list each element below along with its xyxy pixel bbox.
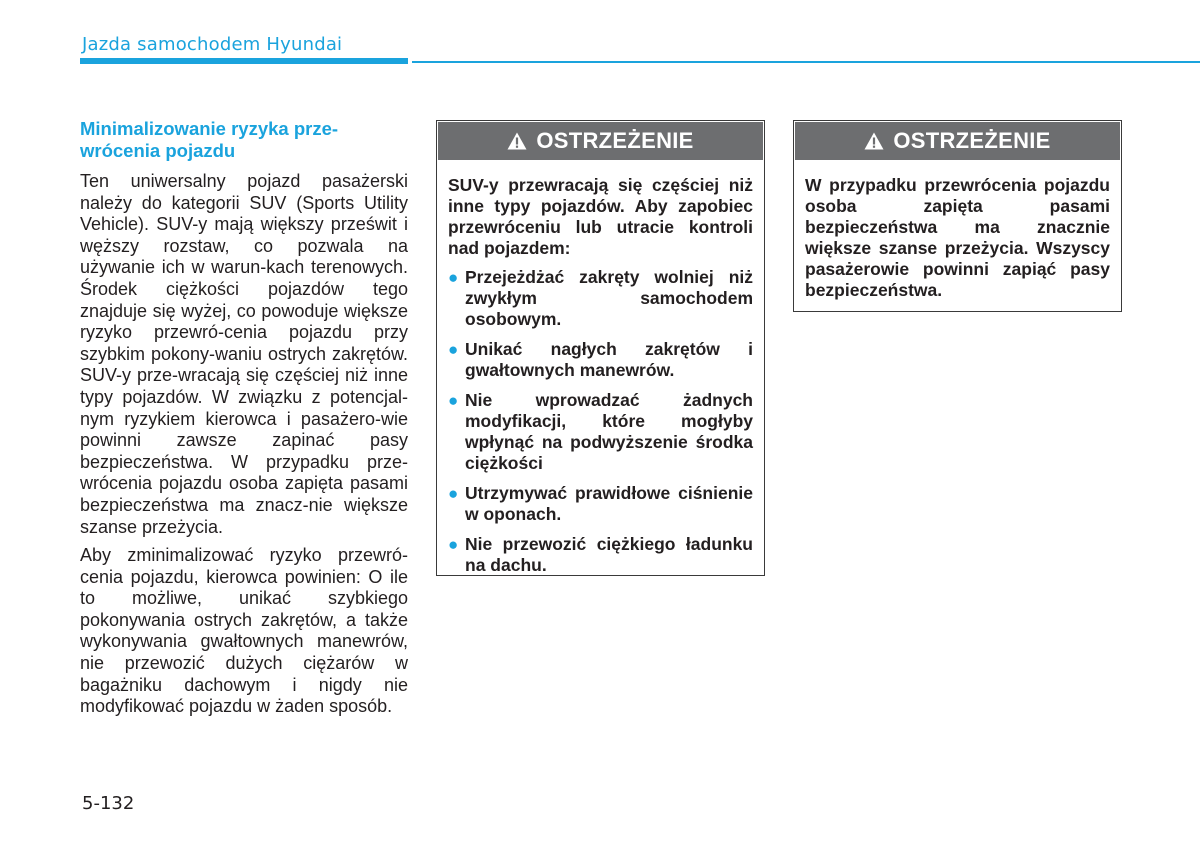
list-item: ● Nie wprowadzać żadnych modyfikacji, które mogłyby wpłynąć na podwyższenie środka ciężkości [448, 390, 753, 473]
warning-box-right [793, 120, 1122, 312]
section-title-line2: wrócenia pojazdu [80, 140, 236, 161]
warning-text: W przypadku przewrócenia pojazdu osoba zapięta pasami bezpieczeństwa ma znacznie większe szanse przeżycia. Wszyscy pasażerowie powinni zapiąć pasy bezpieczeństwa. [805, 175, 1110, 300]
page-number: 5-132 [82, 793, 135, 814]
bullet-icon: ● [448, 268, 459, 287]
warning-body [794, 161, 1121, 301]
list-item: ● Utrzymywać prawidłowe ciśnienie w oponach. [448, 483, 753, 524]
warning-triangle-icon [864, 132, 884, 150]
left-column [80, 118, 408, 725]
header-rule-thick [80, 58, 408, 64]
warning-header [795, 122, 1120, 160]
warning-intro: SUV-y przewracają się częściej niż inne typy pojazdów. Aby zapobiec przewróceniu lub utracie kontroli nad pojazdem: [448, 175, 753, 258]
section-title-line1: Minimalizowanie ryzyka prze- [80, 118, 339, 139]
warning-box-middle [436, 120, 765, 576]
header-rule-thin [412, 61, 1200, 63]
bullet-icon: ● [448, 535, 459, 554]
warning-body [437, 161, 764, 576]
section-title [80, 118, 408, 162]
bullet-icon: ● [448, 484, 459, 503]
warning-heading: OSTRZEŻENIE [536, 128, 694, 153]
bullet-icon: ● [448, 340, 459, 359]
bullet-icon: ● [448, 391, 459, 410]
running-header: Jazda samochodem Hyundai [82, 34, 343, 55]
list-item: ● Unikać nagłych zakrętów i gwałtownych manewrów. [448, 339, 753, 380]
warning-heading: OSTRZEŻENIE [893, 128, 1051, 153]
warning-header [438, 122, 763, 160]
list-item: ● Przejeżdżać zakręty wolniej niż zwykłym samochodem osobowym. [448, 267, 753, 329]
warning-triangle-icon [507, 132, 527, 150]
list-item: ● Nie przewozić ciężkiego ładunku na dachu. [448, 534, 753, 575]
body-paragraph-2: Aby zminimalizować ryzyko przewró-cenia pojazdu, kierowca powinien: O ile to możliwe, unikać szybkiego pokonywania ostrych zakrętów, a także wykonywania gwałtownych manewrów, nie przewozić dużych ciężarów w bagażniku dachowym i nigdy nie modyfikować pojazdu w żaden sposób. [80, 545, 408, 717]
body-paragraph-1: Ten uniwersalny pojazd pasażerski należy do kategorii SUV (Sports Utility Vehicle). SUV-y mają większy prześwit i węższy rozstaw, co pozwala na używanie ich w warun-kach terenowych. Środek ciężkości pojazdów tego znajduje się wyżej, co powoduje większe ryzyko przewró-cenia pojazdu przy szybkim pokony-waniu ostrych zakrętów. SUV-y prze-wracają się częściej niż inne typy pojazdów. W związku z potencjal-nym ryzykiem kierowca i pasażero-wie powinni zawsze zapinać pasy bezpieczeństwa. W przypadku prze-wrócenia pojazdu osoba zapięta pasami bezpieczeństwa ma znacz-nie większe szanse przeżycia. [80, 171, 408, 537]
warning-list [448, 267, 753, 576]
